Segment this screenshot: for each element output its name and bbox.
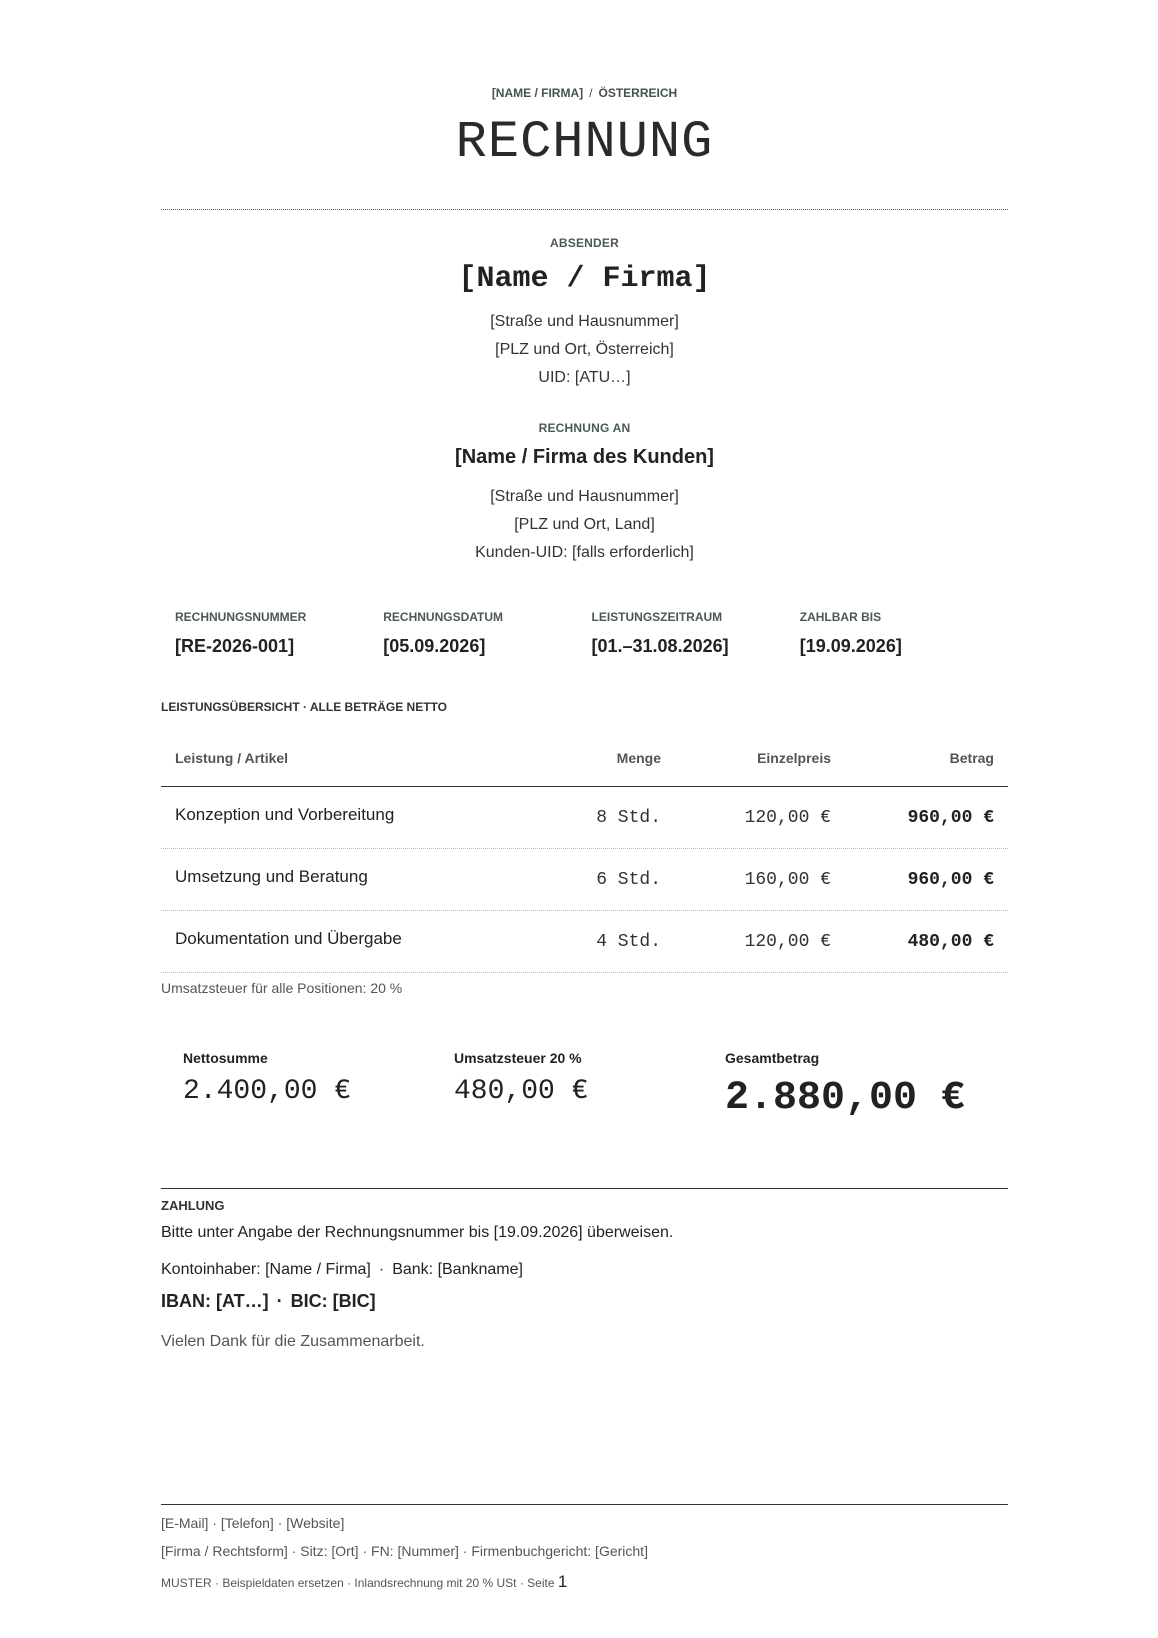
total-value: 480,00 € (454, 1076, 589, 1107)
items-table (161, 730, 1008, 973)
recipient-label: RECHNUNG AN (538, 421, 631, 435)
sender-name: [Name / Firma] (458, 262, 711, 296)
meta-label: RECHNUNGSDATUM (383, 610, 504, 624)
payment-iban-bic (161, 1291, 376, 1312)
payment-label: ZAHLUNG (161, 1198, 225, 1213)
meta-label: LEISTUNGSZEITRAUM (591, 610, 723, 624)
meta-value: [RE-2026-001] (175, 636, 295, 656)
table-row (161, 911, 1008, 973)
total-vat (454, 1050, 725, 1121)
column-header-amount: Betrag (949, 750, 994, 766)
header-divider (161, 209, 1008, 210)
table-row (161, 849, 1008, 911)
dot-separator: · (378, 1261, 385, 1278)
row-item: Dokumentation und Übergabe (175, 928, 402, 948)
column-header-item: Leistung / Artikel (175, 750, 289, 766)
footer-contact: [E-Mail] · [Telefon] · [Website] (161, 1515, 345, 1531)
page-number: 1 (557, 1572, 568, 1591)
column-header-qty: Menge (616, 750, 661, 766)
payment-bank: Bank: [Bankname] (392, 1261, 523, 1278)
column-header-unit-price: Einzelpreis (757, 750, 831, 766)
row-item: Umsetzung und Beratung (175, 866, 368, 886)
footer-company: [Firma / Rechtsform] · Sitz: [Ort] · FN: [Nummer] · Firmenbuchgericht: [Gericht] (161, 1543, 648, 1559)
footer-note (161, 1572, 567, 1592)
total-value: 2.880,00 € (725, 1076, 966, 1121)
meta-value: [01.–31.08.2026] (591, 636, 729, 656)
row-unit-price: 120,00 € (744, 931, 831, 952)
meta-value: [19.09.2026] (799, 636, 902, 656)
footer-divider (161, 1504, 1008, 1505)
payment-bic: BIC: [BIC] (290, 1291, 376, 1311)
thanks-note: Vielen Dank für die Zusammenarbeit. (161, 1333, 425, 1350)
page-title: RECHNUNG (455, 113, 714, 172)
total-grand (725, 1050, 996, 1121)
sender-label: ABSENDER (550, 236, 619, 250)
payment-divider (161, 1188, 1008, 1189)
sender-uid: UID: [ATU…] (538, 369, 631, 386)
payment-instructions: Bitte unter Angabe der Rechnungsnummer bis [19.09.2026] überweisen. (161, 1224, 674, 1241)
recipient-name: [Name / Firma des Kunden] (455, 446, 714, 468)
header-country: ÖSTERREICH (598, 86, 678, 100)
table-row (161, 787, 1008, 849)
recipient-city: [PLZ und Ort, Land] (514, 516, 655, 533)
invoice-meta (175, 610, 1008, 657)
total-label: Umsatzsteuer 20 % (454, 1050, 582, 1066)
meta-invoice-number (175, 610, 383, 657)
items-section-label: LEISTUNGSÜBERSICHT · ALLE BETRÄGE NETTO (161, 700, 448, 714)
header-topline (161, 86, 1008, 100)
payment-holder: Kontoinhaber: [Name / Firma] (161, 1261, 371, 1278)
meta-label: ZAHLBAR BIS (799, 610, 882, 624)
sender-address (161, 308, 1008, 392)
meta-invoice-date (383, 610, 591, 657)
row-unit-price: 160,00 € (744, 869, 831, 890)
table-header (161, 730, 1008, 787)
header-sender-short: [NAME / FIRMA] (491, 86, 584, 100)
payment-iban: IBAN: [AT…] (161, 1291, 269, 1311)
meta-service-period (592, 610, 800, 657)
dot-separator: · (276, 1291, 283, 1311)
meta-due-date (800, 610, 1008, 657)
total-label: Gesamtbetrag (725, 1050, 820, 1066)
recipient-street: [Straße und Hausnummer] (490, 488, 679, 505)
row-qty: 8 Std. (596, 807, 661, 828)
recipient-uid: Kunden-UID: [falls erforderlich] (475, 544, 694, 561)
row-qty: 6 Std. (596, 869, 661, 890)
row-amount: 960,00 € (907, 807, 994, 828)
row-qty: 4 Std. (596, 931, 661, 952)
meta-value: [05.09.2026] (383, 636, 486, 656)
meta-label: RECHNUNGSNUMMER (175, 610, 307, 624)
total-label: Nettosumme (183, 1050, 268, 1066)
sender-street: [Straße und Hausnummer] (490, 313, 679, 330)
tax-note: Umsatzsteuer für alle Positionen: 20 % (161, 980, 403, 996)
payment-account (161, 1261, 523, 1279)
row-amount: 480,00 € (907, 931, 994, 952)
row-item: Konzeption und Vorbereitung (175, 804, 395, 824)
footer-note-text: MUSTER · Beispieldaten ersetzen · Inlandsrechnung mit 20 % USt · Seite (161, 1576, 555, 1590)
total-value: 2.400,00 € (183, 1076, 352, 1107)
totals-block (183, 1050, 996, 1121)
row-amount: 960,00 € (907, 869, 994, 890)
sender-city: [PLZ und Ort, Österreich] (495, 341, 674, 358)
recipient-address (161, 483, 1008, 567)
total-net (183, 1050, 454, 1121)
row-unit-price: 120,00 € (744, 807, 831, 828)
header-separator: / (589, 86, 593, 100)
